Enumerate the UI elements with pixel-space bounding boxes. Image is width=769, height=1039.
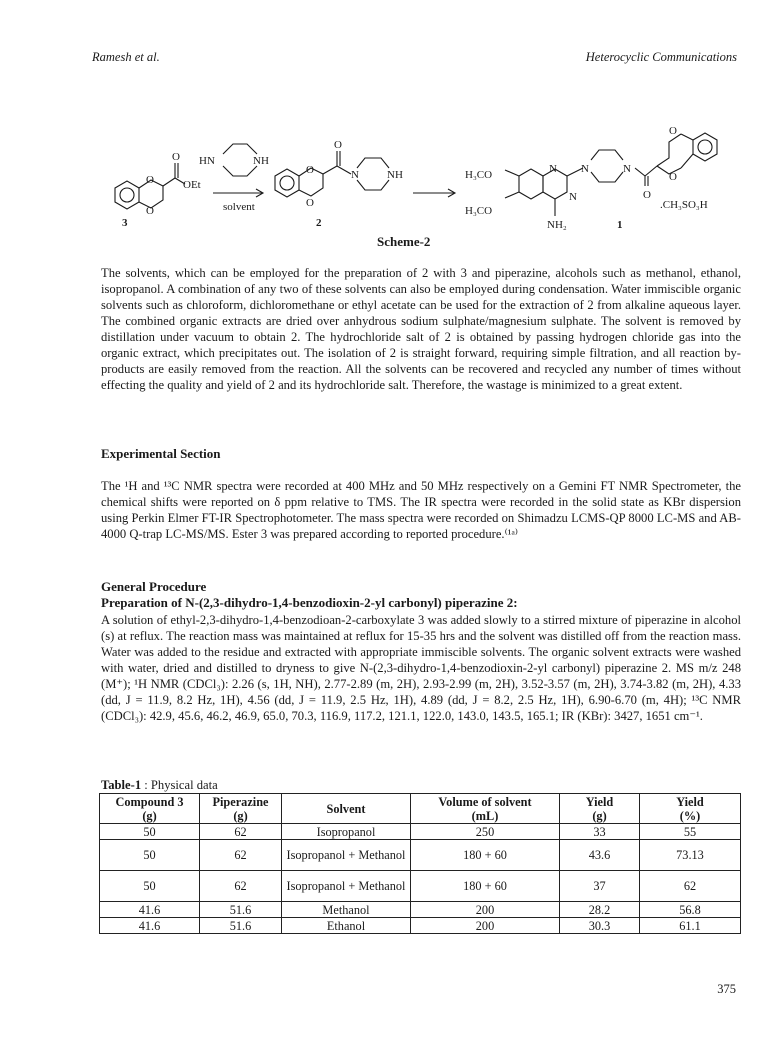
table-cell: 250 (411, 824, 560, 840)
table-cell: 50 (100, 840, 200, 871)
table-cell: 62 (200, 871, 282, 902)
header-piperazine: Piperazine (g) (200, 794, 282, 824)
table-cell: 56.8 (640, 902, 741, 918)
table-header-row (100, 794, 741, 824)
o-label: O (172, 151, 180, 163)
compound-3-structure (115, 163, 185, 209)
table-cell: Ethanol (282, 918, 411, 934)
n-label: N (623, 163, 631, 175)
nh2-label: NH₂ (547, 219, 567, 231)
o-label: O (669, 171, 677, 183)
general-procedure-heading: General Procedure (101, 579, 207, 594)
solvent-label: solvent (223, 201, 255, 213)
n-label: N (549, 163, 557, 175)
table-cell: 73.13 (640, 840, 741, 871)
table-cell: 50 (100, 871, 200, 902)
table-caption (101, 778, 218, 793)
nh-label: NH (387, 169, 403, 181)
oet-label: OEt (183, 179, 201, 191)
table-cell: 51.6 (200, 918, 282, 934)
table-caption-label: Table-1 (101, 778, 142, 792)
table-cell: 30.3 (560, 918, 640, 934)
table-row (100, 824, 741, 840)
o-label: O (334, 139, 342, 151)
table-cell: 33 (560, 824, 640, 840)
table-cell: 41.6 (100, 902, 200, 918)
table-cell: 41.6 (100, 918, 200, 934)
o-label: O (146, 205, 154, 217)
table-cell: 62 (640, 871, 741, 902)
table-cell: 200 (411, 918, 560, 934)
solvent-discussion-paragraph: The solvents, which can be employed for the preparation of 2 with 3 and piperazine, alcohols such as methanol, ethanol, isopropanol. A combination of any two of these solvents can also be employed during condensation. Water immiscible organic solvents such as chloroform, dichloromethane or ethyl acetate can be used for the extraction of 2 from alkaline aqueous layer. The combined organic extracts are dried over anhydrous sodium sulphate/magnesium sulphate. The solvent is removed by distillation under vacuum to obtain 2. The hydrochloride salt of 2 is obtained by passing hydrogen chloride gas into the organic extract, which precipitates out. The isolation of 2 is straight forward, requiring simple filtration, and all reaction by-products are easily removed from the reaction. All the solvents can be recovered and recycled any number of times without effecting the quality and yield of 2 and its hydrochloride salt. Therefore, the wastage is minimized to a great extent. (101, 266, 741, 392)
table-cell: 51.6 (200, 902, 282, 918)
n-label: N (581, 163, 589, 175)
o-label: O (306, 197, 314, 209)
preparation-heading: Preparation of N-(2,3-dihydro-1,4-benzodioxin-2-yl carbonyl) piperazine 2: (101, 595, 518, 610)
header-yield-pct: Yield (%) (640, 794, 741, 824)
table-cell: 50 (100, 824, 200, 840)
table-cell: Methanol (282, 902, 411, 918)
table-row (100, 902, 741, 918)
header-volume: Volume of solvent (mL) (411, 794, 560, 824)
reaction-scheme (95, 118, 735, 250)
experimental-paragraph: The ¹H and ¹³C NMR spectra were recorded at 400 MHz and 50 MHz respectively on a Gemini FT NMR Spectrometer, the chemical shifts were reported on δ ppm relative to TMS. The IR spectra were recorded in the solid state as KBr dispersion using Perkin Elmer FT-IR Spectrophotometer. The mass spectra were recorded on Shimadzu LCMS-QP 8000 LC-MS and AB-4000 Q-trap LC-MS/MS. Ester 3 was prepared according to reported procedure.⁽¹ᵃ⁾ (101, 479, 741, 541)
compound-1-label: 1 (617, 219, 623, 231)
table-row (100, 918, 741, 934)
table-cell: 43.6 (560, 840, 640, 871)
experimental-section-heading: Experimental Section (101, 446, 221, 461)
header-compound-3: Compound 3 (g) (100, 794, 200, 824)
n-label: N (569, 191, 577, 203)
header-solvent: Solvent (282, 794, 411, 824)
table-cell: Isopropanol + Methanol (282, 871, 411, 902)
table-cell: 37 (560, 871, 640, 902)
table-cell: 61.1 (640, 918, 741, 934)
table-cell: 55 (640, 824, 741, 840)
table-row (100, 840, 741, 871)
table-cell: 200 (411, 902, 560, 918)
o-label: O (306, 164, 314, 176)
h3co-top-label: H₃CO (465, 169, 493, 181)
nh-label: NH (253, 155, 269, 167)
o-label: O (669, 125, 677, 137)
scheme-title: Scheme-2 (377, 234, 431, 249)
table-cell: 180 + 60 (411, 840, 560, 871)
table-cell: 62 (200, 840, 282, 871)
o-label: O (146, 174, 154, 186)
physical-data-table (99, 793, 741, 934)
table-cell: 62 (200, 824, 282, 840)
table-cell: 180 + 60 (411, 871, 560, 902)
table-caption-text: : Physical data (141, 778, 218, 792)
scheme-drawing (95, 118, 735, 250)
n-label: N (351, 169, 359, 181)
header-yield-g: Yield (g) (560, 794, 640, 824)
running-header-authors: Ramesh et al. (92, 50, 160, 64)
procedure-paragraph: A solution of ethyl-2,3-dihydro-1,4-benzodioan-2-carboxylate 3 was added slowly to a stirred mixture of piperazine in alcohol (s) at reflux. The reaction mass was maintained at reflux for 15-35 hrs and the solvent was distilled off from the reaction mass. Water was added to the residue and extracted with appropriate immiscible solvents. The organic solvent extracts were washed with water, dried and distilled to dryness to give N-(2,3-dihydro-1,4-benzodioxin-2-yl carbonyl) piperazine 2. MS m/z 248 (M⁺); ¹H NMR (CDCl₃): 2.26 (s, 1H, NH), 2.77-2.89 (m, 2H), 2.93-2.99 (m, 2H), 3.52-3.57 (m, 2H), 3.74-3.82 (m, 2H), 4.33 (dd, J = 11.9, 8.2 Hz, 1H), 4.56 (dd, J = 11.9, 2.5 Hz, 1H), 4.89 (dd, J = 8.2, 2.5 Hz, 1H), 6.90-6.70 (m, 4H); ¹³C NMR (CDCl₃): 42.9, 45.6, 46.2, 46.9, 65.0, 70.3, 116.9, 117.2, 121.1, 122.0, 143.0, 143.5, 165.1; IR (KBr): 3427, 1651 cm⁻¹. (101, 613, 741, 723)
hn-label: HN (199, 155, 215, 167)
page-number: 375 (717, 982, 736, 996)
piperazine-structure (223, 144, 257, 176)
running-header-journal: Heterocyclic Communications (585, 50, 737, 64)
mesylate-salt-label: .CH₃SO₃H (660, 199, 708, 211)
table-cell: Isopropanol + Methanol (282, 840, 411, 871)
table-row (100, 871, 741, 902)
h3co-bottom-label: H₃CO (465, 205, 493, 217)
compound-3-label: 3 (122, 217, 128, 229)
compound-2-structure (275, 151, 389, 197)
compound-2-label: 2 (316, 217, 322, 229)
table-cell: 28.2 (560, 902, 640, 918)
table-cell: Isopropanol (282, 824, 411, 840)
o-label: O (643, 189, 651, 201)
